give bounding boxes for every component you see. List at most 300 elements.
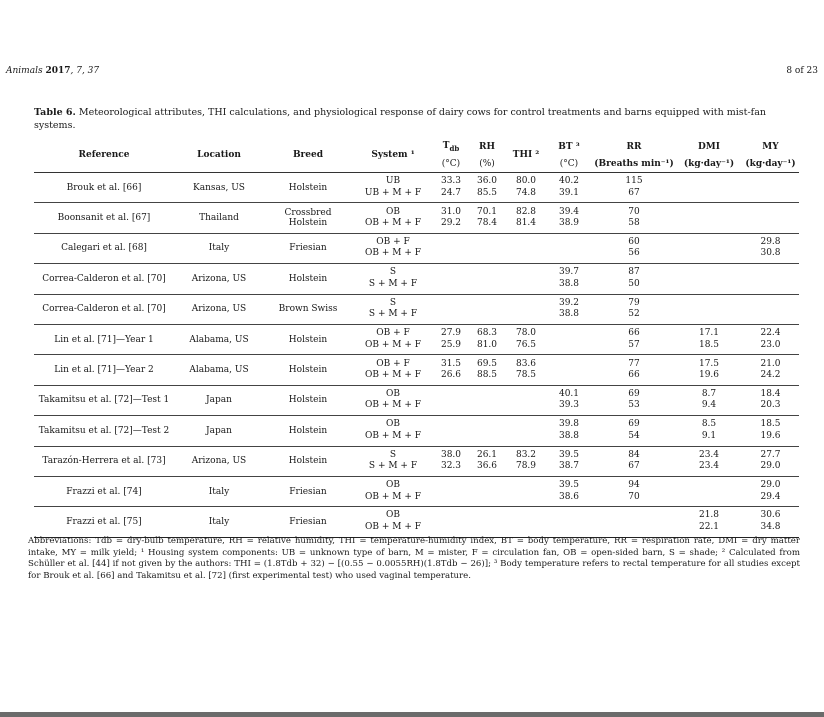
cell-bt [546, 233, 592, 263]
cell-rr-treatment: 66 [628, 370, 640, 381]
cell-tdb [434, 507, 468, 537]
cell-sys-control: OB [386, 419, 400, 430]
cell-tdb [434, 385, 468, 415]
cell-tdb [434, 173, 468, 203]
cell-rh [468, 476, 506, 506]
cell-ref: Frazzi et al. [74] [66, 486, 142, 497]
cell-sys [352, 324, 434, 354]
cell-tdb-control [434, 267, 468, 279]
col-thi: THI ² [512, 150, 540, 160]
cell-sys-control: S [389, 297, 397, 308]
unit-rr: (Breaths min⁻¹) [594, 159, 674, 169]
cell-dmi-control [676, 480, 742, 492]
cell-rr [592, 173, 676, 203]
cell-rh-treatment: 81.0 [476, 339, 498, 350]
cell-loc: Thailand [199, 213, 239, 224]
cell-sys [352, 203, 434, 233]
cell-sys-control: OB [386, 510, 400, 521]
col-system: System ¹ [371, 150, 415, 160]
cell-rh-treatment [468, 309, 506, 321]
cell-dmi-treatment [676, 492, 742, 504]
cell-dmi-control: 17.5 [698, 358, 720, 369]
cell-loc: Alabama, US [189, 334, 249, 345]
cell-my-control: 18.5 [760, 419, 781, 430]
cell-my-control: 21.0 [760, 358, 781, 369]
cell-rh-treatment: 85.5 [476, 187, 498, 198]
cell-thi-treatment [506, 522, 546, 534]
cell-my-treatment: 19.6 [760, 430, 781, 441]
cell-bt-treatment: 39.3 [558, 400, 580, 411]
cell-my-treatment [742, 188, 799, 200]
table-row [34, 264, 799, 294]
cell-loc: Arizona, US [191, 456, 247, 467]
cell-bt [546, 446, 592, 476]
cell-tdb-control: 31.5 [440, 358, 462, 369]
cell-my [742, 294, 799, 324]
cell-sys-control: OB + F [376, 328, 410, 339]
cell-sys-treatment: OB + M + F [365, 218, 421, 229]
cell-sys [352, 173, 434, 203]
cell-rh-treatment [468, 279, 506, 291]
cell-ref: Brouk et al. [66] [66, 182, 142, 193]
cell-dmi [676, 233, 742, 263]
cell-bt [546, 203, 592, 233]
cell-dmi-treatment: 9.1 [701, 430, 717, 441]
cell-tdb-control [434, 419, 468, 431]
cell-thi [506, 233, 546, 263]
cell-rr-control: 115 [625, 176, 643, 187]
cell-sys-treatment: UB + M + F [364, 187, 422, 198]
cell-bt-control: 39.8 [558, 419, 580, 430]
cell-rh-treatment: 78.4 [476, 218, 498, 229]
cell-sys [352, 416, 434, 446]
cell-thi [506, 173, 546, 203]
cell-loc: Italy [208, 516, 230, 527]
cell-bt-treatment: 39.1 [558, 187, 580, 198]
cell-dmi [676, 507, 742, 537]
cell-thi-control [506, 237, 546, 249]
cell-my-control: 27.7 [760, 449, 781, 460]
table-row [34, 446, 799, 476]
col-my: MY [762, 142, 779, 152]
cell-bt-control: 39.7 [558, 267, 580, 278]
cell-loc: Italy [208, 243, 230, 254]
cell-sys-control: OB [386, 206, 400, 217]
cell-loc: Italy [208, 486, 230, 497]
cell-breed: Friesian [289, 486, 327, 497]
cell-bt-control [546, 328, 592, 340]
cell-thi [506, 446, 546, 476]
cell-tdb [434, 355, 468, 385]
cell-breed: Holstein [288, 425, 328, 436]
cell-bt-control: 39.2 [558, 297, 580, 308]
cell-rr-control: 60 [628, 236, 640, 247]
cell-rr-control: 77 [628, 358, 640, 369]
cell-bt-control [546, 237, 592, 249]
cell-rr [592, 385, 676, 415]
cell-dmi-treatment: 23.4 [698, 461, 720, 472]
cell-thi-treatment: 74.8 [515, 187, 537, 198]
cell-sys-treatment: S + M + F [368, 278, 418, 289]
cell-rh-control [468, 389, 506, 401]
cell-tdb-treatment: 25.9 [440, 339, 462, 350]
cell-bt [546, 385, 592, 415]
cell-my [742, 446, 799, 476]
cell-sys-treatment: OB + M + F [365, 430, 421, 441]
cell-rh [468, 324, 506, 354]
cell-breed: Crossbred Holstein [284, 208, 332, 229]
cell-thi-control [506, 298, 546, 310]
cell-rr [592, 476, 676, 506]
cell-tdb-control [434, 480, 468, 492]
table-caption [34, 106, 804, 132]
data-table [34, 131, 799, 538]
unit-tdb: (°C) [441, 159, 461, 169]
cell-rh-control [468, 510, 506, 522]
cell-my [742, 173, 799, 203]
cell-sys-treatment: OB + M + F [365, 400, 421, 411]
bottom-scrollbar-strip [0, 712, 824, 717]
cell-rr [592, 233, 676, 263]
cell-thi-treatment [506, 492, 546, 504]
cell-dmi-control: 8.7 [701, 388, 717, 399]
cell-breed: Holstein [288, 182, 328, 193]
cell-thi-control [506, 510, 546, 522]
cell-thi-treatment [506, 248, 546, 260]
cell-thi-treatment: 81.4 [515, 218, 537, 229]
cell-my [742, 203, 799, 233]
cell-bt [546, 264, 592, 294]
cell-thi-control: 80.0 [515, 176, 537, 187]
cell-tdb-treatment [434, 400, 468, 412]
cell-thi [506, 355, 546, 385]
cell-rr-control: 79 [628, 297, 640, 308]
cell-dmi [676, 446, 742, 476]
cell-tdb-treatment [434, 279, 468, 291]
cell-dmi-treatment: 19.6 [698, 370, 720, 381]
cell-bt-treatment [546, 340, 592, 352]
cell-ref: Correa-Calderon et al. [70] [42, 304, 166, 315]
cell-dmi [676, 355, 742, 385]
cell-bt-control: 39.5 [558, 480, 580, 491]
cell-thi-control: 78.0 [515, 328, 537, 339]
cell-bt [546, 476, 592, 506]
cell-rr-control: 94 [628, 480, 640, 491]
cell-rr-control: 87 [628, 267, 640, 278]
cell-rh-control [468, 267, 506, 279]
cell-loc: Kansas, US [193, 182, 245, 193]
cell-my-treatment: 29.0 [760, 461, 781, 472]
table-header [34, 131, 799, 173]
cell-bt-control: 40.2 [558, 176, 580, 187]
cell-sys-control: OB + F [376, 236, 410, 247]
cell-rr-treatment: 56 [628, 248, 640, 259]
cell-thi [506, 203, 546, 233]
cell-rh-treatment [468, 522, 506, 534]
cell-my-control [742, 176, 799, 188]
cell-rh-treatment [468, 248, 506, 260]
cell-my-control: 18.4 [760, 388, 781, 399]
cell-dmi-treatment: 9.4 [701, 400, 717, 411]
cell-dmi-control: 8.5 [701, 419, 717, 430]
cell-dmi-control [676, 298, 742, 310]
cell-tdb-treatment [434, 522, 468, 534]
cell-thi-treatment [506, 279, 546, 291]
cell-dmi-control [676, 176, 742, 188]
cell-my-treatment [742, 218, 799, 230]
cell-sys [352, 446, 434, 476]
col-tdb: $T_{db}$ [442, 141, 460, 153]
cell-rr [592, 203, 676, 233]
cell-dmi-treatment: 18.5 [698, 339, 720, 350]
cell-sys-treatment: S + M + F [368, 461, 418, 472]
table-row [34, 416, 799, 446]
cell-ref: Lin et al. [71]—Year 1 [54, 334, 154, 345]
cell-bt [546, 324, 592, 354]
cell-my-control: 30.6 [760, 510, 781, 521]
cell-rr-control: 69 [628, 419, 640, 430]
cell-my [742, 324, 799, 354]
cell-thi [506, 294, 546, 324]
cell-ref: Tarazón-Herrera et al. [73] [42, 456, 166, 467]
cell-breed: Holstein [288, 273, 328, 284]
cell-loc: Alabama, US [189, 365, 249, 376]
col-rr: RR [626, 142, 642, 152]
cell-my-control [742, 207, 799, 219]
cell-dmi-control [676, 207, 742, 219]
cell-my [742, 355, 799, 385]
cell-thi-treatment: 78.9 [515, 461, 537, 472]
cell-rh-control [468, 480, 506, 492]
page-header [6, 66, 818, 80]
cell-my-control [742, 267, 799, 279]
cell-tdb [434, 416, 468, 446]
cell-bt-treatment [546, 370, 592, 382]
cell-dmi [676, 476, 742, 506]
cell-rr [592, 264, 676, 294]
cell-bt-treatment: 38.8 [558, 309, 580, 320]
cell-thi-treatment [506, 400, 546, 412]
cell-my [742, 476, 799, 506]
cell-rh [468, 264, 506, 294]
cell-bt-treatment [546, 522, 592, 534]
table-row [34, 385, 799, 415]
cell-dmi [676, 416, 742, 446]
table-label: Table 6. [34, 107, 76, 118]
cell-rh-control [468, 298, 506, 310]
cell-dmi-treatment [676, 188, 742, 200]
cell-bt-treatment: 38.8 [558, 278, 580, 289]
cell-ref: Lin et al. [71]—Year 2 [54, 365, 154, 376]
cell-my-control [742, 298, 799, 310]
unit-my: (kg·day⁻¹) [745, 159, 796, 169]
cell-tdb-control: 33.3 [440, 176, 462, 187]
table-row [34, 355, 799, 385]
cell-sys [352, 385, 434, 415]
cell-sys-treatment: OB + M + F [365, 521, 421, 532]
cell-my-treatment: 20.3 [760, 400, 781, 411]
table-row [34, 294, 799, 324]
cell-loc: Arizona, US [191, 304, 247, 315]
cell-thi-treatment [506, 309, 546, 321]
cell-ref: Takamitsu et al. [72]—Test 1 [38, 395, 170, 406]
cell-sys-treatment: S + M + F [368, 309, 418, 320]
cell-my-treatment: 23.0 [760, 339, 781, 350]
table-row [34, 507, 799, 537]
cell-bt-treatment: 38.7 [558, 461, 580, 472]
table-row [34, 476, 799, 506]
cell-rr-treatment [592, 522, 676, 534]
cell-rh-treatment [468, 400, 506, 412]
cell-dmi-control: 17.1 [698, 328, 720, 339]
cell-thi [506, 476, 546, 506]
cell-thi-control: 83.6 [515, 358, 537, 369]
cell-rh [468, 233, 506, 263]
table-footnote: Abbreviations: Tdb = dry-bulb temperature, RH = relative humidity, THI = temperature-humidity index, BT = body temperature, RR = respiration rate, DMI = dry matter intake, MY = milk yield; ¹ Housing system components: UB = unknown type of barn, M = mister, F = circulation fan, OB = open-sided barn, S = shade; ² Calculated from Schüller et al. [44] if not given by the authors: THI = (1.8Tdb + 32) − [(0.55 − 0.0055RH)(1.8Tdb − 26)]; ³ Body temperature refers to rectal temperature for all studies except for Brouk et al. [66] and Takamitsu et al. [72] (first experimental test) who used vaginal temperature. [28, 536, 800, 581]
cell-rr-control: 84 [628, 449, 640, 460]
cell-thi [506, 416, 546, 446]
cell-thi-treatment [506, 431, 546, 443]
cell-sys [352, 294, 434, 324]
cell-tdb-treatment [434, 492, 468, 504]
page-number: 8 of 23 [786, 66, 818, 76]
cell-my [742, 507, 799, 537]
cell-rh-treatment: 88.5 [476, 370, 498, 381]
cell-rr-treatment: 58 [628, 218, 640, 229]
cell-my-treatment: 34.8 [760, 521, 781, 532]
table-row [34, 324, 799, 354]
col-dmi: DMI [698, 142, 720, 152]
cell-rr-treatment: 57 [628, 339, 640, 350]
cell-ref: Correa-Calderon et al. [70] [42, 273, 166, 284]
cell-sys [352, 355, 434, 385]
cell-thi-treatment: 78.5 [515, 370, 537, 381]
cell-my-treatment [742, 309, 799, 321]
cell-my-treatment [742, 279, 799, 291]
cell-my [742, 385, 799, 415]
cell-my-treatment: 30.8 [760, 248, 781, 259]
cell-dmi-treatment: 22.1 [698, 521, 720, 532]
cell-sys-control: OB + F [376, 358, 410, 369]
cell-ref: Calegari et al. [68] [61, 243, 147, 254]
cell-tdb-control: 38.0 [440, 449, 462, 460]
cell-dmi-control: 23.4 [698, 449, 720, 460]
cell-tdb-control: 31.0 [440, 206, 462, 217]
cell-dmi [676, 294, 742, 324]
cell-tdb-treatment [434, 309, 468, 321]
unit-bt: (°C) [559, 159, 579, 169]
cell-bt-treatment: 38.8 [558, 430, 580, 441]
cell-rh-treatment [468, 492, 506, 504]
cell-sys-treatment: OB + M + F [365, 491, 421, 502]
cell-rh [468, 203, 506, 233]
cell-ref: Boonsanit et al. [67] [57, 213, 151, 224]
cell-rr [592, 324, 676, 354]
cell-sys-treatment: OB + M + F [365, 248, 421, 259]
cell-bt-treatment: 38.9 [558, 218, 580, 229]
table-caption-text: Meteorological attributes, THI calculations, and physiological response of dairy cows for control treatments and barns equipped with mist-fan systems. [34, 107, 766, 131]
col-reference: Reference [78, 150, 130, 160]
cell-rh-control [468, 237, 506, 249]
cell-tdb [434, 476, 468, 506]
cell-rh-control: 68.3 [476, 328, 498, 339]
cell-tdb-control [434, 298, 468, 310]
cell-thi-treatment: 76.5 [515, 339, 537, 350]
cell-thi-control [506, 480, 546, 492]
cell-dmi-control [676, 267, 742, 279]
col-bt: BT ³ [558, 142, 580, 152]
cell-dmi-treatment [676, 248, 742, 260]
cell-rr-treatment: 70 [628, 491, 640, 502]
cell-breed: Brown Swiss [278, 304, 338, 315]
cell-my-control: 22.4 [760, 328, 781, 339]
col-location: Location [197, 150, 241, 160]
cell-ref: Frazzi et al. [75] [66, 516, 142, 527]
cell-rr-treatment: 67 [628, 461, 640, 472]
cell-my-treatment: 29.4 [760, 491, 781, 502]
cell-thi-control [506, 267, 546, 279]
cell-tdb [434, 264, 468, 294]
cell-bt-control [546, 510, 592, 522]
cell-thi-control: 82.8 [515, 206, 537, 217]
cell-dmi-control: 21.8 [698, 510, 720, 521]
cell-bt-control: 39.5 [558, 449, 580, 460]
cell-sys-control: S [389, 449, 397, 460]
cell-dmi [676, 264, 742, 294]
cell-my-control: 29.0 [760, 480, 781, 491]
cell-dmi [676, 203, 742, 233]
cell-bt [546, 507, 592, 537]
journal-citation: Animals 2017, 7, 37 [6, 66, 100, 76]
cell-rr [592, 294, 676, 324]
cell-rh [468, 385, 506, 415]
cell-dmi [676, 173, 742, 203]
cell-bt-control: 40.1 [558, 388, 580, 399]
col-rh: RH [479, 142, 495, 152]
cell-sys [352, 233, 434, 263]
cell-tdb-treatment: 29.2 [440, 218, 462, 229]
cell-breed: Holstein [288, 334, 328, 345]
cell-sys [352, 476, 434, 506]
cell-rr-treatment: 53 [628, 400, 640, 411]
cell-rh-treatment [468, 431, 506, 443]
cell-bt-treatment [546, 248, 592, 260]
cell-my-treatment: 24.2 [760, 370, 781, 381]
table-row [34, 203, 799, 233]
cell-sys-control: OB [386, 480, 400, 491]
cell-dmi-treatment [676, 309, 742, 321]
cell-tdb-control: 27.9 [440, 328, 462, 339]
cell-loc: Japan [206, 395, 232, 406]
cell-tdb-treatment: 24.7 [440, 187, 462, 198]
table-row [34, 173, 799, 203]
unit-rh: (%) [479, 159, 495, 169]
cell-dmi [676, 385, 742, 415]
cell-thi [506, 324, 546, 354]
table-row [34, 233, 799, 263]
cell-dmi [676, 324, 742, 354]
cell-sys-treatment: OB + M + F [365, 370, 421, 381]
cell-rh-control: 36.0 [476, 176, 498, 187]
cell-rh [468, 446, 506, 476]
cell-tdb [434, 203, 468, 233]
cell-thi [506, 507, 546, 537]
cell-tdb [434, 294, 468, 324]
cell-dmi-treatment [676, 279, 742, 291]
cell-tdb-treatment: 26.6 [440, 370, 462, 381]
cell-bt-treatment: 38.6 [558, 491, 580, 502]
cell-tdb [434, 446, 468, 476]
